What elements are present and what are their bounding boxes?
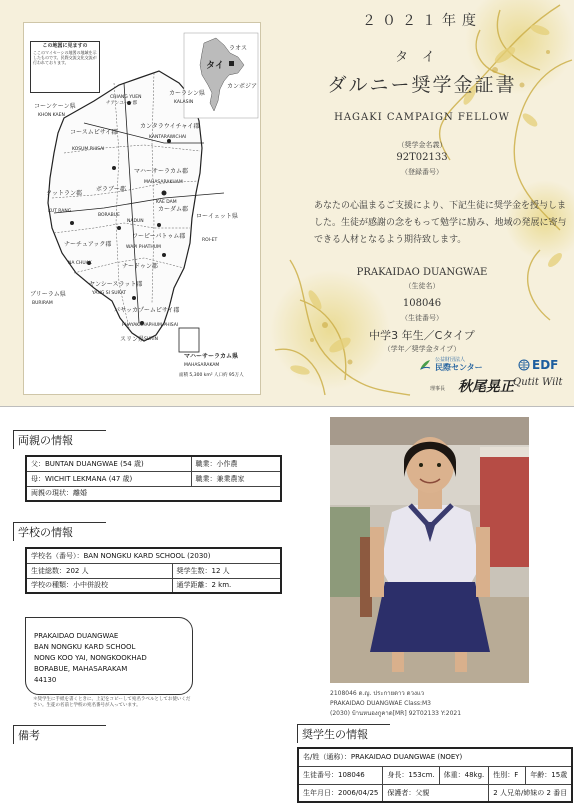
student-gender-cell: 性別：F (489, 766, 526, 784)
map-note-box (30, 41, 100, 93)
cert-grade: 中学3 年生／Cタイプ (369, 329, 475, 342)
district-label-chiangyuen-en: CHIANG YUEN (110, 95, 142, 100)
signature-name: 秋尾晃正 (458, 379, 514, 395)
org-logo-icon (418, 358, 432, 372)
district-label-borabue: ボラブー郡 (96, 186, 126, 193)
province-label-buriram: ブリーラム県 (30, 291, 66, 298)
school-type-cell: 学校の種類：小中併設校 (26, 578, 172, 593)
address-line-5: 44130 (34, 676, 57, 684)
father-cell: 父：BUNTAN DUANGWAE (54 歳) (26, 456, 191, 471)
map-panel (23, 22, 261, 395)
province-label-konkaen-en: KHON KAEN (38, 113, 65, 118)
address-note: ＊奨学生に手紙を書くときに、上記をコピーして宛名ラベルとしてお使いください。生徒の名前と学校の宛名番号が入っています。 (33, 697, 191, 708)
legend-province-label: マハーサーラカム県 (184, 353, 238, 360)
student-photo-illustration (330, 417, 529, 683)
scholarship-students-cell: 奨学生数：12 人 (172, 563, 281, 578)
cert-registration-label: （登録番号） (401, 168, 443, 176)
cert-grade-label: （学年／奨学金タイプ） (383, 345, 461, 353)
district-label-nachuek-en: NA CHUAK (68, 261, 92, 266)
district-label-phayakkhaphum: パヤッカプームピサイ郡 (114, 307, 180, 314)
cert-student-no-label: （生徒番号） (401, 314, 443, 322)
district-label-kaedam-en: KAE DAM (156, 200, 177, 205)
cert-registration-no: 92T02133 (396, 152, 448, 163)
province-label-roiet: ローイェット県 (196, 213, 238, 220)
district-label-mahasarakam-en: MAHASARAKHAM (144, 180, 183, 185)
cert-student-name: PRAKAIDAO DUANGWAE (356, 267, 488, 278)
edf-logo (518, 358, 558, 372)
student-guardian-cell: 保護者：父親 (383, 784, 489, 802)
legend-scale-label: 面積 5,300 km² 人口約 95万人 (179, 373, 244, 378)
edf-globe-icon (518, 359, 530, 371)
student-no-cell: 生徒番号：108046 (298, 766, 383, 784)
parents-table (25, 455, 282, 502)
inset-cambodia-label: カンボジア (227, 83, 258, 90)
province-label-kosum-en: KOSUM PHISAI (72, 147, 105, 152)
photo-caption-line-1: 2108046 ด.ญ. ประกายดาว ดวงแว (330, 690, 425, 697)
edf-logo-text: EDF (532, 358, 559, 372)
school-table (25, 547, 282, 594)
student-name-cell: 名/姓（通称）：PRAKAIDAO DUANGWAE (NOEY) (298, 748, 572, 766)
district-label-mahasarakam: マハーサーラカム郡 (134, 168, 188, 175)
district-label-kutrang-en: KUT RANG (48, 209, 72, 214)
province-label-surin-en: SURIN (144, 337, 158, 342)
district-label-kanthara: カンタラウイチャイ郡 (140, 123, 200, 130)
address-line-2: BAN NONGKU KARD SCHOOL (34, 643, 136, 651)
address-line-4: BORABUE, MAHASARAKAM (34, 665, 128, 673)
province-label-kalasin: カーラシン県 (169, 90, 205, 97)
district-label-yangsisurat: ヤンシースラット郡 (89, 281, 143, 288)
address-line-1: PRAKAIDAO DUANGWAE (34, 632, 119, 640)
cert-year: ２０２１年度 (362, 13, 482, 29)
cert-student-no: 108046 (402, 298, 442, 309)
inset-thai-label: タイ (206, 61, 224, 71)
mother-cell: 母：WICHIT LEKMANA (47 歳) (26, 471, 191, 486)
student-birthday-cell: 生年月日：2006/04/25 (298, 784, 383, 802)
student-age-cell: 年齢：15歳 (526, 766, 572, 784)
parents-status-cell: 両親の現状：離婚 (26, 486, 281, 501)
district-label-wapi: ワーピーパトゥム郡 (132, 233, 186, 240)
school-distance-cell: 通学距離：2 km. (172, 578, 281, 593)
cert-country: タイ (395, 50, 449, 65)
photo-caption-line-2: PRAKAIDAO DUANGWAE Class:M3 (330, 700, 431, 707)
province-label-surin: スリン県 (120, 336, 145, 343)
inset-laos-label: ラオス (229, 45, 247, 52)
district-label-kutrang: クットラン郡 (46, 190, 83, 197)
school-name-cell: 学校名（番号）：BAN NONGKU KARD SCHOOL (2030) (26, 548, 281, 563)
district-label-phayakkhaphum-en: PHAYAKKHAPHUM PHISAI (122, 323, 179, 328)
map-note-title: この地図に見ますの (42, 43, 88, 49)
student-siblings-cell: 2 人兄弟/姉妹の 2 番目 (489, 784, 572, 802)
section-divider (0, 406, 574, 407)
school-section-title: 学校の情報 (13, 522, 106, 541)
district-label-chiangyuen: チアンユーン郡 (106, 101, 138, 106)
photo-caption-line-3: (2030) บ้านหนองกูคาด[MR] 92T02133 Y:2021 (330, 710, 462, 717)
district-label-kanthara-en: KANTARAWICHAI (149, 135, 187, 140)
father-job-cell: 職業：小作農 (191, 456, 281, 471)
legend-province-en-label: MAHASARAKAM (184, 363, 220, 368)
org-name-label: 民際センター (435, 363, 483, 372)
signature-label: 理事長 (430, 386, 446, 392)
district-label-wapi-en: WAPI PHATHUM (126, 245, 161, 250)
district-label-nachuek: ナーチュアック郡 (64, 241, 112, 248)
cert-title: ダルニー奨学金証書 (327, 74, 517, 96)
cert-student-name-label: （生徒名） (404, 282, 440, 290)
total-students-cell: 生徒総数：202 人 (26, 563, 172, 578)
certificate-text (270, 0, 574, 406)
address-label (25, 617, 193, 695)
province-label-buriram-en: BURIRAM (32, 301, 53, 306)
mother-job-cell: 職業：兼業農家 (191, 471, 281, 486)
photo-caption (330, 689, 530, 719)
student-table (297, 747, 573, 803)
student-weight-cell: 体重：48kg. (439, 766, 489, 784)
org-logo (418, 357, 483, 372)
edf-signature: Qutit Wilt (513, 377, 563, 388)
cert-english-title: HAGAKI CAMPAIGN FELLOW (334, 112, 510, 123)
student-height-cell: 身長：153cm. (383, 766, 439, 784)
province-label-konkaen: コーンケーン県 (34, 103, 76, 110)
org-sub-label: 公益財団法人 (435, 357, 466, 363)
province-label-kalasin-en: KALASIN (174, 100, 194, 105)
district-label-borabue-en: BORABUE (98, 213, 120, 218)
district-label-kosum: コースムピサイ郡 (70, 129, 118, 136)
cert-message: あなたの心温まるご支援により、下記生徒に奨学金を授与しました。生徒が感謝の念をもって勉学に励み、地域の発展に寄与できる人材となるよう期待致します。 (314, 201, 567, 245)
cert-name-label: （奨学金名義） (397, 141, 447, 149)
map-note-text: ここのマイセーシの地図の地域を示したものです。民際交流文化交流が行われております。 (33, 50, 97, 65)
student-section-title: 奨学生の情報 (297, 724, 390, 743)
student-photo (330, 417, 529, 683)
parents-section-title: 両親の情報 (13, 430, 106, 449)
province-label-roiet-en: ROI-ET (202, 238, 218, 243)
district-label-yangsisurat-en: YANG SI SURAT (92, 291, 126, 296)
address-line-3: NONG KOO YAI, NONGKOOKHAD (34, 654, 147, 662)
district-label-nadun2: ナードゥン郡 (122, 263, 158, 270)
district-label-nadun-en: NADUN (127, 219, 144, 224)
remarks-section-title: 備考 (13, 725, 106, 744)
district-label-kaedam: カーダム郡 (158, 206, 189, 213)
